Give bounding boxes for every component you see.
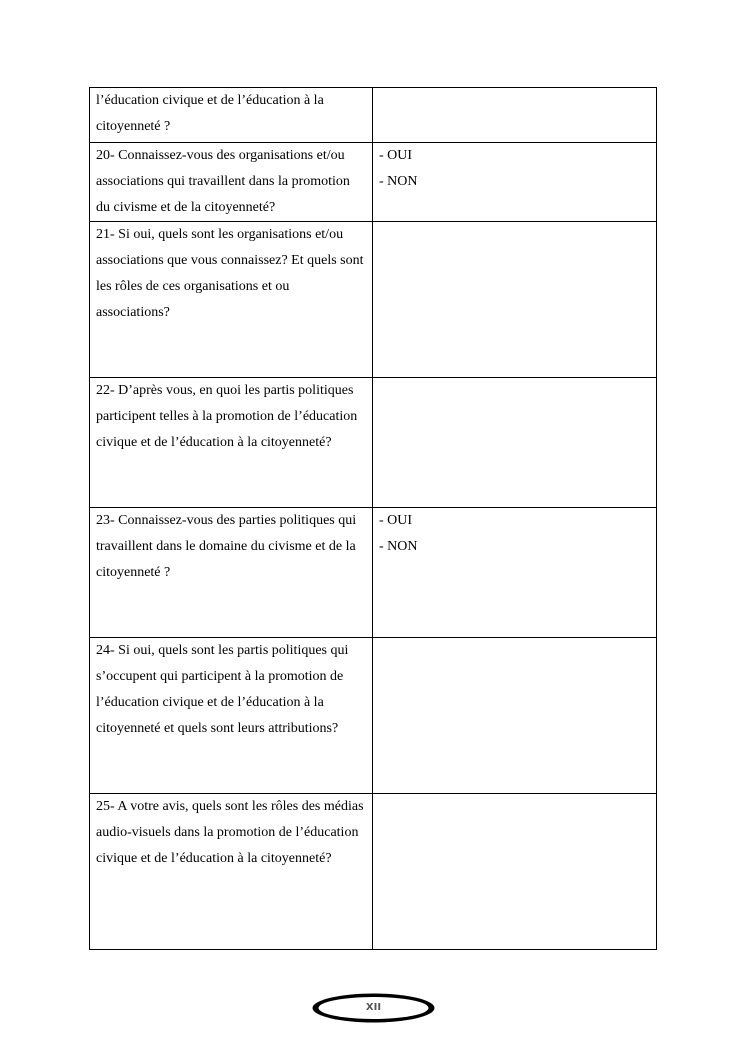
answer-cell: [373, 222, 657, 378]
answer-cell: [373, 508, 657, 638]
answer-cell: [373, 794, 657, 950]
question-cell: 22- D’après vous, en quoi les partis politiques participent telles à la promotion de l’éducation civique et de l’éducation à la citoyenneté?: [90, 378, 373, 508]
answer-option-oui: - OUI: [379, 513, 413, 528]
table-row: [90, 143, 657, 222]
table-row: [90, 638, 657, 794]
answer-cell: [373, 88, 657, 143]
answer-cell: [373, 638, 657, 794]
question-cell: 20- Connaissez-vous des organisations et/ou associations qui travaillent dans la promotion du civisme et de la citoyenneté?: [90, 143, 373, 222]
question-cell: 25- A votre avis, quels sont les rôles des médias audio-visuels dans la promotion de l’éducation civique et de l’éducation à la citoyenneté?: [90, 794, 373, 950]
question-cell: l’éducation civique et de l’éducation à la citoyenneté ?: [90, 88, 373, 143]
table-row: [90, 378, 657, 508]
table-row: [90, 222, 657, 378]
page-number: XII: [365, 1002, 382, 1013]
question-cell: 23- Connaissez-vous des parties politiques qui travaillent dans le domaine du civisme et de la citoyenneté ?: [90, 508, 373, 638]
question-cell: 24- Si oui, quels sont les partis politiques qui s’occupent qui participent à la promotion de l’éducation civique et de l’éducation à la citoyenneté et quels sont leurs attributions?: [90, 638, 373, 794]
page-number-badge: [311, 992, 436, 1024]
table-row: [90, 88, 657, 143]
answer-cell: [373, 143, 657, 222]
answer-option-non: - NON: [379, 174, 418, 189]
table-row: [90, 508, 657, 638]
table-row: [90, 794, 657, 950]
answer-cell: [373, 378, 657, 508]
answer-option-non: - NON: [379, 539, 418, 554]
questionnaire-table: [89, 87, 657, 950]
question-cell: 21- Si oui, quels sont les organisations et/ou associations que vous connaissez? Et quels sont les rôles de ces organisations et ou associations?: [90, 222, 373, 378]
answer-option-oui: - OUI: [379, 148, 413, 163]
